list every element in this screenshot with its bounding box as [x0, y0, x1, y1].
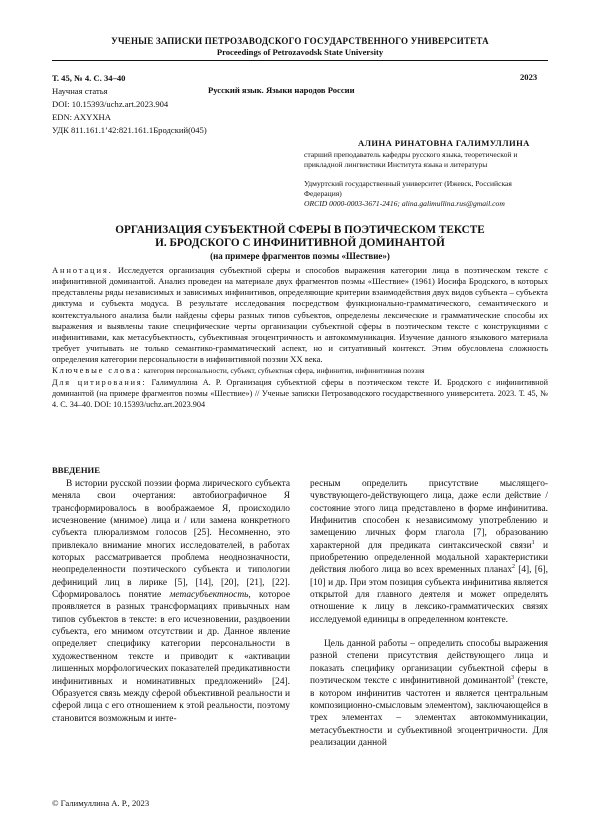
copyright: © Галимуллина А. Р., 2023 — [52, 798, 150, 808]
journal-title-ru: УЧЕНЫЕ ЗАПИСКИ ПЕТРОЗАВОДСКОГО ГОСУДАРСТВЕННОГО УНИВЕРСИТЕТА — [111, 36, 489, 46]
footnote-mark[interactable]: 3 — [511, 675, 515, 682]
body-column-right — [310, 478, 548, 749]
author-affiliation: Удмуртский государственный университет (Ижевск, Российская Федерация) — [304, 179, 512, 198]
keywords: категория персональности, субъект, субъектная сфера, инфинитив, инфинитивная поэзия — [143, 366, 425, 376]
section-heading: ВВЕДЕНИЕ — [52, 465, 100, 475]
keywords-label: Ключевые слова: — [52, 365, 142, 376]
article-type: Научная статья — [52, 86, 108, 96]
term-italic: метасубъектность — [169, 590, 249, 601]
udk: УДК 811.161.1’42:821.161.1Бродский(045) — [52, 125, 207, 135]
article-title-line-2: И. БРОДСКОГО С ИНФИНИТИВНОЙ ДОМИНАНТОЙ — [155, 237, 445, 249]
body-text: В истории русской поэзии форма лирического субъекта меняла свои очертания: автобиографичное Я трансформировалось в воображаемое Я, происходило исчезновение (мнимое) лица и / или замена конкретного субъекта плюрализмом голосов [25]. Несомненно, это привлекало внимание многих исследователей, в работах которых рассматривается проблема неоднозначности, неопределенности поэтического субъекта и типологии дефиниций лиц в лирике [5], [14], [20], [21], [22]. Сформировалось понятие — [52, 479, 290, 601]
citation — [52, 377, 548, 410]
abstract-text: Исследуется организация субъектной сферы и способов выражения категории лица в поэтическом тексте с инфинитивной доминантой. Анализ проведен на материале двух фрагментов поэмы «Шествие» (1961) Иосифа Бродского, в которых представлены ряды независимых и зависимых инфинитивов, определяющие критерии взаимодействия двух видов субъекта – субъекта диктума и субъекта модуса. В результате исследования посредством функционально-грамматического, семантического и контекстуального анализа были найдены сферы разных типов субъектов, определены лексические и грамматические способы их выражения и выявлены такие специфические черты организации субъектной сферы в поэтическом тексте с конструкциями с инфинитивами, как метасубъектность, субъективная эгоцентричность и автокоммуникация. Изучение данного языкового материала требует учитывать не только семантико-грамматический аспект, но и ситуативный контекст. Этим обусловлена сложность определения категории персональности в инфинитивной поэзии XX века. — [52, 265, 548, 365]
citation-label: Для цитирования: — [52, 378, 147, 387]
footnote-mark[interactable]: 1 — [531, 539, 535, 546]
abstract — [52, 265, 548, 377]
issue-info: Т. 45, № 4. С. 34–40 — [52, 73, 126, 83]
body-text: , которое проявляется в разных трансформациях привычных нам типов субъектов в тексте: в его исчезновении, раздвоении субъекта, его мнимом отсутствии и др. Данное явление определяет специфику категории персональности в художественном тексте и приводит к «активации лишенных морфологических показателей предикативности инфинитивных и номинативных предложений» [24]. Образуется связь между сферой объективной реальности и сферой лица с его отношением к этой реальности, поэтому становится возможным и инте- — [52, 590, 290, 724]
body-paragraph — [310, 638, 548, 749]
body-text: ресным определить присутствие мыслящего-чувствующего-действующего лица, даже если действие / состояние этого лица представлено в форме инфинитива. Инфинитив способен к независимому употреблению и замещению личных форм глагола [7], образованию характерной для предиката синтаксической связи — [310, 479, 548, 551]
author-contacts: ORCID 0000-0003-3671-2416; alina.galimullina.rus@gmail.com — [304, 199, 505, 208]
article-title-line-1: ОРГАНИЗАЦИЯ СУБЪЕКТНОЙ СФЕРЫ В ПОЭТИЧЕСКОМ ТЕКСТЕ — [115, 224, 485, 236]
author-name: АЛИНА РИНАТОВНА ГАЛИМУЛЛИНА — [358, 138, 530, 148]
issue-year: 2023 — [520, 72, 538, 82]
abstract-label: Аннотация. — [52, 265, 113, 275]
footnote-mark[interactable]: 2 — [512, 564, 516, 571]
journal-section: Русский язык. Языки народов России — [208, 85, 355, 95]
body-text: [4], [6], [10] и др. При этом позиция субъекта инфинитива является открытой для главного деятеля и может определять отношение к лицу в лексико-грамматических связях исследуемой единицы в определенном контексте. — [310, 565, 548, 625]
body-paragraph — [52, 478, 290, 725]
citation-text: Галимуллина А. Р. Организация субъектной сферы в поэтическом тексте И. Бродского с инфинитивной доминантой (на примере фрагментов поэмы «Шествие») // Ученые записки Петрозаводского государственного университета. 2023. Т. 45, № 4. С. 34–40. DOI: 10.15393/uchz.art.2023.904 — [52, 378, 549, 409]
article-subtitle: (на примере фрагментов поэмы «Шествие») — [210, 251, 390, 261]
author-position: старший преподаватель кафедры русского языка, теоретической и прикладной лингвистики Института языка и литературы — [304, 150, 518, 169]
body-paragraph — [310, 478, 548, 626]
doi: DOI: 10.15393/uchz.art.2023.904 — [52, 99, 169, 109]
edn: EDN: AXYXHA — [52, 112, 111, 122]
body-column-left — [52, 478, 290, 725]
body-text: и приобретению определенной модальной характеристики действия любого лица во всех временных планах — [310, 540, 548, 576]
body-text: (тексте, в котором инфинитив частотен и является центральным композиционно-смысловым элементом), заключающейся в трех элементах – элементах автокоммуникации, метасубъектности и субъективной эгоцентричности. Для реализации данной — [310, 676, 548, 748]
journal-title-en: Proceedings of Petrozavodsk State University — [216, 47, 384, 57]
body-text: Цель данной работы – определить способы выражения разной степени присутствия действующего лица и показать специфику организации субъектной сферы в поэтическом тексте с инфинитивной доминантой — [310, 639, 548, 687]
header-divider — [52, 60, 548, 61]
